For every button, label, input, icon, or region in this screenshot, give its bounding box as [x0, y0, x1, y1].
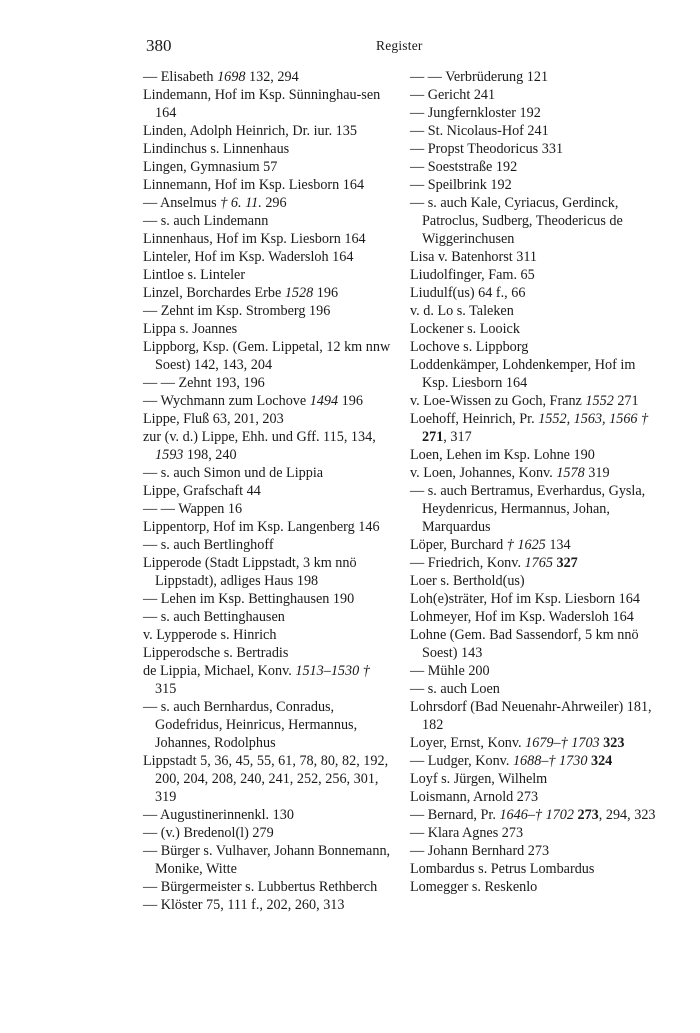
index-entry: Lohne (Gem. Bad Sassendorf, 5 km nnö Soest) 143 — [410, 627, 639, 661]
index-entry: Lisa v. Batenhorst 311 — [410, 249, 538, 265]
index-entry: — Speilbrink 192 — [410, 177, 512, 193]
index-entry: Liudulf(us) 64 f., 66 — [410, 285, 526, 301]
index-entry: — (v.) Bredenol(l) 279 — [143, 825, 274, 841]
index-entry: Lochove s. Lippborg — [410, 339, 529, 355]
page-number: 380 — [146, 36, 172, 55]
index-entry: — Bürger s. Vulhaver, Johann Bonnemann, Monike, Witte — [143, 843, 391, 877]
index-entry: Linteler, Hof im Ksp. Wadersloh 164 — [143, 249, 354, 265]
index-entry: — Zehnt im Ksp. Stromberg 196 — [143, 303, 331, 319]
index-entry: Loen, Lehen im Ksp. Lohne 190 — [410, 447, 595, 463]
index-entry: Lintloe s. Linteler — [143, 267, 246, 283]
index-entry: v. Lypperode s. Hinrich — [143, 627, 277, 643]
index-entry: — — Wappen 16 — [143, 501, 243, 517]
index-entry: Lippstadt 5, 36, 45, 55, 61, 78, 80, 82, 192, 200, 204, 208, 240, 241, 252, 256, 301, 319 — [143, 753, 389, 805]
index-entry: Lomegger s. Reskenlo — [410, 879, 538, 895]
index-entry: — Klöster 75, 111 f., 202, 260, 313 — [143, 897, 345, 913]
index-entry: Loer s. Berthold(us) — [410, 573, 525, 589]
index-entry: — Gericht 241 — [410, 87, 496, 103]
index-entry: Lippborg, Ksp. (Gem. Lippetal, 12 km nnw Soest) 142, 143, 204 — [143, 339, 391, 373]
index-entry: Loyf s. Jürgen, Wilhelm — [410, 771, 548, 787]
index-entry: Lipperodsche s. Bertradis — [143, 645, 289, 661]
index-column-left — [143, 68, 391, 914]
index-column-right — [410, 68, 662, 896]
index-entry: v. d. Lo s. Taleken — [410, 303, 514, 319]
index-entry: Linden, Adolph Heinrich, Dr. iur. 135 — [143, 123, 357, 139]
index-entry: — s. auch Bertlinghoff — [143, 537, 274, 553]
index-entry: Lingen, Gymnasium 57 — [143, 159, 278, 175]
index-entry: — Propst Theodoricus 331 — [410, 141, 564, 157]
index-entry: — s. auch Kale, Cyriacus, Gerdinck, Patroclus, Sudberg, Theodericus de Wiggerinchusen — [410, 195, 623, 247]
index-entry: — Mühle 200 — [410, 663, 490, 679]
index-entry: Linzel, Borchardes Erbe 1528 196 — [143, 285, 339, 301]
index-entry: — Lehen im Ksp. Bettinghausen 190 — [143, 591, 355, 607]
index-entry: — Wychmann zum Lochove 1494 196 — [143, 393, 363, 409]
index-entry: — Augustinerinnenkl. 130 — [143, 807, 294, 823]
index-entry: — s. auch Bertramus, Everhardus, Gysla, Heydenricus, Hermannus, Johan, Marquardus — [410, 483, 646, 535]
index-entry: — Bernard, Pr. 1646–† 1702 273, 294, 323 — [410, 807, 656, 823]
index-entry: — s. auch Bernhardus, Conradus, Godefridus, Heinricus, Hermannus, Johannes, Rodolphus — [143, 699, 358, 751]
index-entry: — Friedrich, Konv. 1765 327 — [410, 555, 578, 571]
index-entry: de Lippia, Michael, Konv. 1513–1530 † 315 — [143, 663, 370, 697]
index-entry: — St. Nicolaus-Hof 241 — [410, 123, 549, 139]
index-entry: Loehoff, Heinrich, Pr. 1552, 1563, 1566 † 271, 317 — [410, 411, 649, 445]
index-entry: Lippe, Grafschaft 44 — [143, 483, 261, 499]
index-entry: — — Zehnt 193, 196 — [143, 375, 265, 391]
index-entry: Lippentorp, Hof im Ksp. Langenberg 146 — [143, 519, 380, 535]
index-entry: — Jungfernkloster 192 — [410, 105, 541, 121]
index-entry: Loyer, Ernst, Konv. 1679–† 1703 323 — [410, 735, 625, 751]
index-entry: — Bürgermeister s. Lubbertus Rethberch — [143, 879, 378, 895]
index-entry: — s. auch Lindemann — [143, 213, 269, 229]
index-entry: — s. auch Loen — [410, 681, 500, 697]
index-entry: Loh(e)sträter, Hof im Ksp. Liesborn 164 — [410, 591, 640, 607]
index-entry: Lombardus s. Petrus Lombardus — [410, 861, 595, 877]
index-entry: — — Verbrüderung 121 — [410, 69, 549, 85]
index-entry: Lohrsdorf (Bad Neuenahr-Ahrweiler) 181, 182 — [410, 699, 652, 733]
index-entry: Lindinchus s. Linnenhaus — [143, 141, 290, 157]
index-entry: — Klara Agnes 273 — [410, 825, 524, 841]
index-entry: — Johann Bernhard 273 — [410, 843, 550, 859]
index-entry: v. Loe-Wissen zu Goch, Franz 1552 271 — [410, 393, 639, 409]
index-entry: Linnemann, Hof im Ksp. Liesborn 164 — [143, 177, 365, 193]
index-entry: — s. auch Simon und de Lippia — [143, 465, 324, 481]
index-entry: — Anselmus † 6. 11. 296 — [143, 195, 287, 211]
index-entry: zur (v. d.) Lippe, Ehh. und Gff. 115, 134, 1593 198, 240 — [143, 429, 376, 463]
index-entry: Lindemann, Hof im Ksp. Sünninghau-sen 164 — [143, 87, 381, 121]
index-entry: — Ludger, Konv. 1688–† 1730 324 — [410, 753, 613, 769]
index-entry: Lippa s. Joannes — [143, 321, 238, 337]
index-entry: Linnenhaus, Hof im Ksp. Liesborn 164 — [143, 231, 366, 247]
index-entry: Löper, Burchard † 1625 134 — [410, 537, 571, 553]
index-entry: Liudolfinger, Fam. 65 — [410, 267, 535, 283]
index-entry: — s. auch Bettinghausen — [143, 609, 285, 625]
running-title: Register — [376, 38, 423, 53]
index-entry: Lipperode (Stadt Lippstadt, 3 km nnö Lippstadt), adliges Haus 198 — [143, 555, 357, 589]
index-entry: Loddenkämper, Lohdenkemper, Hof im Ksp. Liesborn 164 — [410, 357, 636, 391]
index-entry: Lockener s. Looick — [410, 321, 520, 337]
index-entry: — Elisabeth 1698 132, 294 — [143, 69, 299, 85]
index-entry: — Soeststraße 192 — [410, 159, 518, 175]
index-entry: Lippe, Fluß 63, 201, 203 — [143, 411, 284, 427]
index-entry: v. Loen, Johannes, Konv. 1578 319 — [410, 465, 610, 481]
index-entry: Lohmeyer, Hof im Ksp. Wadersloh 164 — [410, 609, 634, 625]
index-entry: Loismann, Arnold 273 — [410, 789, 539, 805]
